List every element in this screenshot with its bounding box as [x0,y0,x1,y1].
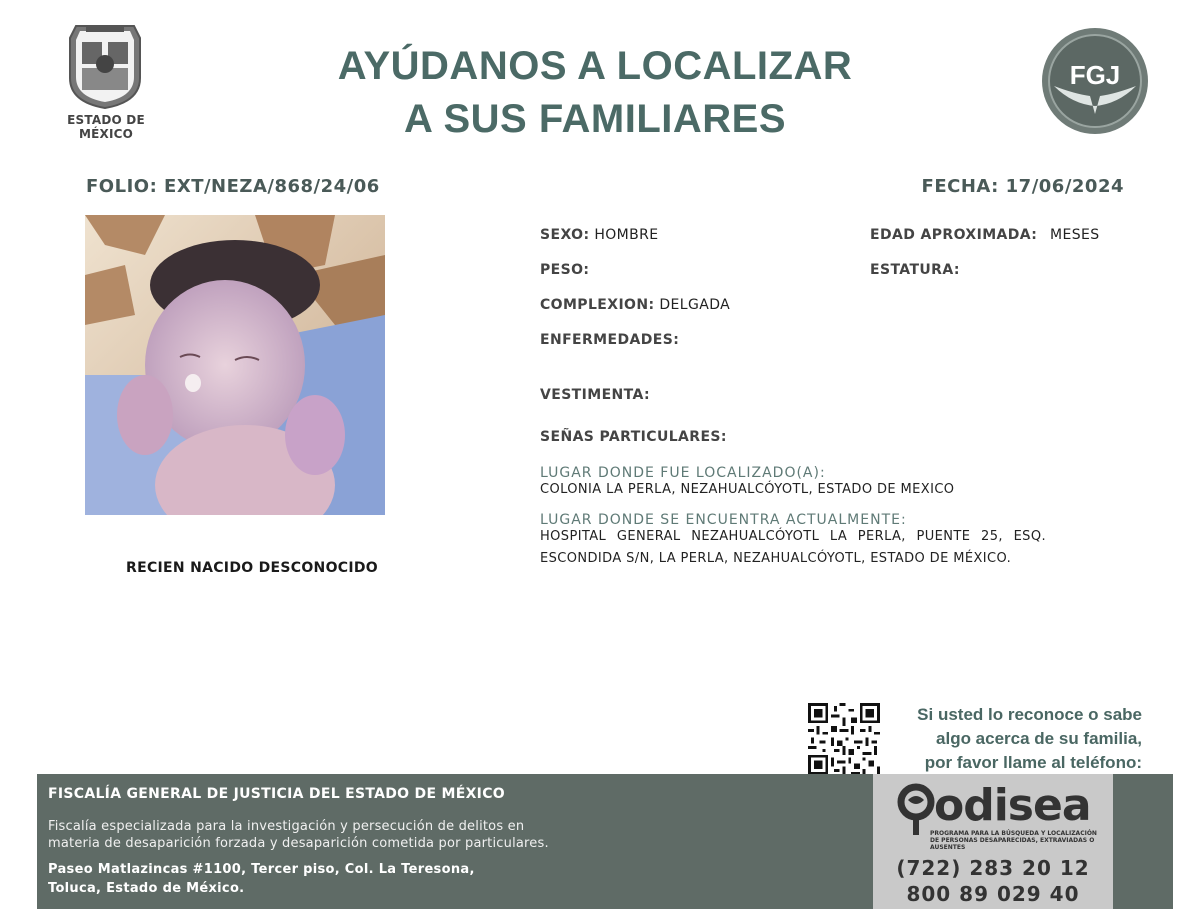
enfermedades-field [540,332,679,348]
estatura-field [870,262,960,278]
edad-value: MESES [1050,227,1100,243]
footer-address [48,860,668,898]
edad-label-wrap [870,227,1037,243]
sexo-value: HOMBRE [594,227,659,243]
odisea-name: odisea [934,780,1091,831]
complexion-value: DELGADA [659,297,731,313]
estado-de-mexico-label: ESTADO DE MÉXICO [67,113,145,141]
fgj-logo [1040,26,1150,136]
senas-field [540,429,727,445]
lugar-actual-line-2: ESCONDIDA S/N, LA PERLA, NEZAHUALCÓYOTL, ESTADO DE MÉXICO. [540,551,1012,566]
folio-number: FOLIO: EXT/NEZA/868/24/06 [86,176,380,197]
title-line-2: A SUS FAMILIARES [403,97,787,141]
sexo-label: SEXO: [540,227,590,243]
sexo-field [540,227,659,243]
lugar-localizado-value: COLONIA LA PERLA, NEZAHUALCÓYOTL, ESTADO DE MEXICO [540,482,955,497]
enfermedades-label: ENFERMEDADES: [540,332,680,348]
lugar-actual-label: LUGAR DONDE SE ENCUENTRA ACTUALMENTE: [540,512,907,528]
newborn-photo [85,215,385,515]
call-to-action-notice [880,703,1142,775]
title-line-1: AYÚDANOS A LOCALIZAR [337,44,853,88]
edad-label: EDAD APROXIMADA: [870,227,1038,243]
notice-line-1: Si usted lo reconoce o sabe [917,705,1142,724]
lugar-localizado-label: LUGAR DONDE FUE LOCALIZADO(A): [540,465,826,481]
footer-title: FISCALÍA GENERAL DE JUSTICIA DEL ESTADO DE MÉXICO [48,786,505,802]
qr-code[interactable] [808,703,880,775]
person-caption: RECIEN NACIDO DESCONOCIDO [126,560,378,576]
notice-line-2: algo acerca de su familia, [936,729,1142,748]
notice-line-3: por favor llame al teléfono: [924,753,1142,772]
footer-addr-line-1: Paseo Matlazincas #1100, Tercer piso, Col. La Teresona, [48,862,475,877]
lugar-actual-line-1: HOSPITAL GENERAL NEZAHUALCÓYOTL LA PERLA, PUENTE 25, ESQ. [540,529,1046,544]
peso-field [540,262,589,278]
phone-number-tollfree[interactable]: 800 89 029 40 [906,882,1080,906]
vestimenta-label: VESTIMENTA: [540,387,651,403]
complexion-label: COMPLEXION: [540,297,655,313]
report-date: FECHA: 17/06/2024 [921,176,1124,197]
footer-description [48,818,668,852]
phone-number-local[interactable]: (722) 283 20 12 [896,856,1090,880]
odisea-logo [890,780,1100,836]
footer-desc-line-1: Fiscalía especializada para la investigación y persecución de delitos en [48,819,525,834]
footer-desc-line-2: materia de desaparición forzada y desaparición cometida por particulares. [48,836,549,851]
fgj-logo-text: FGJ [1069,60,1121,90]
vestimenta-field [540,387,650,403]
peso-label: PESO: [540,262,590,278]
footer-addr-line-2: Toluca, Estado de México. [48,881,245,896]
senas-label: SEÑAS PARTICULARES: [540,429,727,445]
poster-title [260,40,930,146]
estatura-label: ESTATURA: [870,262,960,278]
complexion-field [540,297,730,313]
estado-de-mexico-seal-logo [62,20,148,110]
odisea-subtitle: PROGRAMA PARA LA BÚSQUEDA Y LOCALIZACIÓN DE PERSONAS DESAPARECIDAS, EXTRAVIADAS O AUSENTES [930,830,1097,851]
